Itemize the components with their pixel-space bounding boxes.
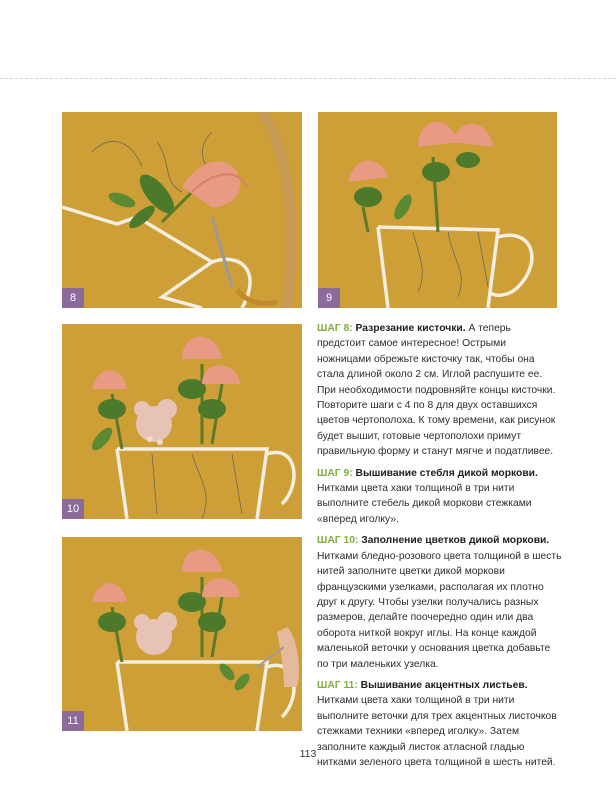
photo-number-badge: 10: [62, 499, 84, 519]
photo-number-badge: 9: [318, 288, 340, 308]
step-text: А теперь предстоит самое интересное! Острыми ножницами обрежьте кисточку так, чтобы она стала длиной около 2 см. Иглой распушите ее. При необходимости подровняйте концы кисточки. Повторите шаги с 4 по 8 для двух оставшихся цветов чертополоха. К тому времени, как рисунок будет вышит, готовые чертополохи примут правильную форму и станут мягче и податливее.: [317, 323, 556, 458]
step-8-paragraph: [317, 321, 562, 460]
page-number: 113: [299, 748, 317, 760]
instructions-column: [317, 321, 562, 776]
step-label: ШАГ 10:: [317, 535, 359, 547]
embroidery-photo-9: [318, 112, 557, 308]
top-dashed-rule: [0, 78, 616, 79]
step-text: Нитками цвета хаки толщиной в три нити выполните стебель дикой моркови стежками «вперед иголку».: [317, 483, 532, 525]
step-9-paragraph: [317, 466, 562, 528]
photo-number-badge: 8: [62, 288, 84, 308]
step-10-paragraph: [317, 533, 562, 672]
step-title: Заполнение цветков дикой моркови.: [361, 535, 550, 547]
step-label: ШАГ 9:: [317, 467, 353, 479]
photo-number-badge: 11: [62, 711, 84, 731]
step-label: ШАГ 8:: [317, 323, 353, 334]
step-label: ШАГ 11:: [317, 679, 358, 691]
step-title: Разрезание кисточки.: [355, 323, 466, 334]
step-8-photo: [62, 112, 302, 308]
step-11-photo: [62, 537, 302, 731]
embroidery-photo-8: [62, 112, 302, 308]
embroidery-photo-10: [62, 324, 302, 519]
embroidery-photo-11: [62, 537, 302, 731]
step-title: Вышивание акцентных листьев.: [360, 679, 528, 691]
step-9-photo: [318, 112, 557, 308]
step-text: Нитками цвета хаки толщиной в три нити выполните веточки для трех акцентных листочков стежками техники «вперед иголку». Затем заполните каждый листок атласной гладью нитками зеленого цвета толщиной в шесть нитей.: [317, 695, 557, 768]
step-text: Нитками бледно-розового цвета толщиной в шесть нитей заполните цветки дикой моркови французскими узелками, располагая их плотно друг к другу. Чтобы узелки получались разных размеров, делайте поочередно один или два оборота ниткой вокруг иглы. На конце каждой маленькой веточки у основания цветка добавьте по три маленьких узелка.: [317, 550, 562, 670]
step-title: Вышивание стебля дикой моркови.: [355, 467, 538, 479]
step-10-photo: [62, 324, 302, 519]
